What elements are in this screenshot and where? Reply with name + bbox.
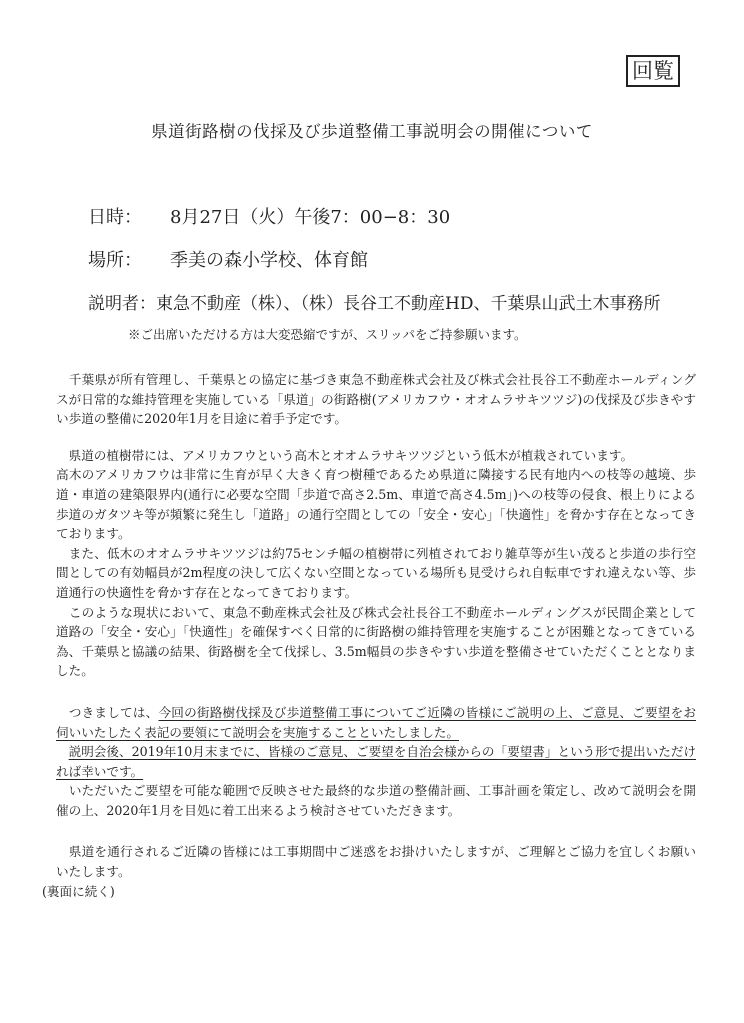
paragraph-3: 高木のアメリカフウは非常に生育が早く大きく育つ樹種であるため県道に隣接する民有地内への枝等の越境、歩道・車道の建築限界内(通行に必要な空間「歩道で高さ2.5m、車道で高さ4.5m」)への枝等の侵食、根上りによる歩道のガタツキ等が頻繁に発生し「道路」の通行空間としての「安全・安心」「快適性」を脅かす存在となってきております。 [56,467,696,542]
presenter-value: 東急不動産（株）、（株）長谷工不動産HD、千葉県山武土木事務所 [156,294,661,314]
underlined-notice: 今回の街路樹伐採及び歩道整備工事についてご近隣の皆様にご説明の上、ご意見、ご要望をお伺いいたしたく表記の要領にて説明会を実施することといたしました。 [56,704,697,740]
paragraph-5: このような現状において、東急不動産株式会社及び株式会社長谷工不動産ホールディングスが民間企業として道路の「安全・安心」「快適性」を確保すべく日常的に街路樹の維持管理を実施することが困難となってきている為、千葉県と協議の結果、街路樹を全て伐採し、3.5m幅員の歩きやすい歩道を整備させていただくこととなりました。 [56,604,696,679]
slipper-note: ※ご出席いただける方は大変恐縮ですが、スリッパをご持参願います。 [128,327,527,342]
paragraph-7 [56,742,696,781]
presenter-row [88,289,660,314]
paragraph-1: 千葉県が所有管理し、千葉県との協定に基づき東急不動産株式会社及び株式会社長谷工不動産ホールディングスが日常的な維持管理を実施している「県道」の街路樹(アメリカフウ・オオムラサキツツジ)の伐採及び歩きやすい歩道の整備に2020年1月を目途に着手予定です。 [56,372,696,427]
paragraph-8: いただいたご要望を可能な範囲で反映させた最終的な歩道の整備計画、工事計画を策定し、改めて説明会を開催の上、2020年1月を目処に着工出来るよう検討させていただきます。 [56,783,697,818]
circulation-stamp: 回覧 [626,55,680,87]
place-label: 場所： [88,250,142,271]
date-value: 8月27日（火）午後7：00−8：30 [170,207,451,228]
paragraph-6: つきましては、今回の街路樹伐採及び歩道整備工事についてご近隣の皆様にご説明の上、ご意見、ご要望をお伺いいたしたく表記の要領にて説明会を実施することといたしました。 [56,704,697,740]
presenter-label: 説明者： [88,294,156,314]
date-row [88,203,450,229]
paragraph-9: 県道を通行されるご近隣の皆様には工事期間中ご迷惑をお掛けいたしますが、ご理解とご協力を宜しくお願いいたします。 [56,844,697,880]
continued-note: (裏面に続く) [42,883,115,899]
request-deadline: 説明会後、2019年10月末までに、皆様のご意見、ご要望を自治会様からの「要望書」という形で提出いただければ幸いです。 [56,744,697,779]
date-label: 日時： [88,207,142,228]
document-title: 県道街路樹の伐採及び歩道整備工事説明会の開催について [151,122,593,141]
place-value: 季美の森小学校、体育館 [170,250,368,271]
document-body [42,370,697,901]
place-row [88,246,368,272]
paragraph-2: 県道の植樹帯には、アメリカフウという高木とオオムラサキツツジという低木が植栽されています。 [68,447,634,463]
paragraph-4: また、低木のオオムラサキツツジは約75センチ幅の植樹帯に列植されており雑草等が生い茂ると歩道の歩行空間としての有効幅員が2m程度の決して広くない空間となっている場所も見受けられ自転車ですれ違えない等、歩道通行の快適性を脅かす存在となってきております。 [56,545,696,600]
